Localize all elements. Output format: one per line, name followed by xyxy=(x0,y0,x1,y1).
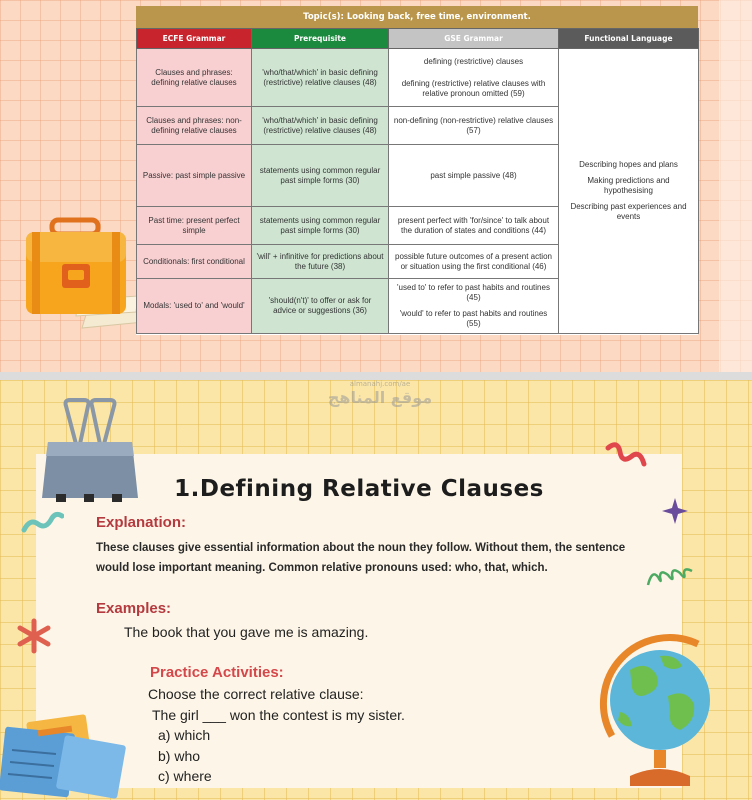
functional-item: Describing past experiences and events xyxy=(570,202,687,221)
squiggle-icon xyxy=(604,442,648,472)
gse-cell: non-defining (non-restrictive) relative clauses (57) xyxy=(389,107,559,145)
globe-icon xyxy=(590,626,730,796)
practice-instruction: Choose the correct relative clause: xyxy=(148,686,364,702)
grammar-table xyxy=(136,28,699,334)
practice-heading: Practice Activities: xyxy=(150,664,284,681)
col-header-functional: Functional Language xyxy=(559,29,699,49)
slide-divider xyxy=(0,372,752,380)
answer-option: a) which xyxy=(158,727,211,743)
explanation-heading: Explanation: xyxy=(96,514,187,531)
prereq-cell: 'will' + infinitive for predictions about the future (38) xyxy=(252,245,389,279)
ecfe-cell: Clauses and phrases: defining relative clauses xyxy=(137,49,252,107)
watermark-text: موقع المناهج xyxy=(327,388,433,407)
gse-cell: possible future outcomes of a present action or situation using the first conditional (46) xyxy=(389,245,559,279)
prereq-cell: 'should(n't)' to offer or ask for advice or suggestions (36) xyxy=(252,279,389,334)
gse-cell: past simple passive (48) xyxy=(389,145,559,207)
curriculum-slide xyxy=(0,0,752,372)
lesson-title: 1.Defining Relative Clauses xyxy=(174,476,544,502)
col-header-prerequisite: Prerequisite xyxy=(252,29,389,49)
prereq-cell: 'who/that/which' in basic defining (restrictive) relative clauses (48) xyxy=(252,49,389,107)
watermark-url: almanahj.com/ae xyxy=(349,380,411,388)
ecfe-cell: Past time: present perfect simple xyxy=(137,207,252,245)
example-sentence: The book that you gave me is amazing. xyxy=(124,624,369,640)
curriculum-table xyxy=(136,6,698,335)
gse-cell: present perfect with 'for/since' to talk about the duration of states and conditions (44) xyxy=(389,207,559,245)
prereq-cell: statements using common regular past simple forms (30) xyxy=(252,145,389,207)
examples-heading: Examples: xyxy=(96,600,172,617)
gse-cell xyxy=(389,279,559,334)
table-header-row xyxy=(137,29,699,49)
col-header-ecfe: ECFE Grammar xyxy=(137,29,252,49)
asterisk-icon xyxy=(16,618,52,654)
gse-item: defining (restrictive) clauses xyxy=(423,56,524,66)
ecfe-cell: Conditionals: first conditional xyxy=(137,245,252,279)
functional-language-cell xyxy=(559,49,699,334)
practice-question: The girl ___ won the contest is my sister. xyxy=(152,707,405,723)
squiggle-icon xyxy=(20,510,64,536)
gse-item: 'used to' to refer to past habits and routines (45) xyxy=(397,283,550,302)
ecfe-cell: Passive: past simple passive xyxy=(137,145,252,207)
answer-option: b) who xyxy=(158,748,201,764)
lesson-slide xyxy=(0,380,752,800)
topic-bar: Topic(s): Looking back, free time, environment. xyxy=(136,6,698,28)
answer-option: c) where xyxy=(158,768,212,784)
gse-item: 'would' to refer to past habits and routines (55) xyxy=(399,309,548,328)
functional-item: Making predictions and hypothesising xyxy=(587,176,670,195)
col-header-gse: GSE Grammar xyxy=(389,29,559,49)
explanation-text: These clauses give essential information about the noun they follow. Without them, the sentence would lose important meaning. Common relative pronouns used: who, that, which. xyxy=(96,542,626,575)
notebooks-icon xyxy=(0,700,140,800)
table-row xyxy=(137,49,699,107)
briefcase-icon xyxy=(18,212,148,332)
prereq-cell: statements using common regular past simple forms (30) xyxy=(252,207,389,245)
binder-clip-icon xyxy=(40,398,140,508)
functional-item: Describing hopes and plans xyxy=(579,160,678,169)
coil-icon xyxy=(646,565,696,591)
prereq-cell: 'who/that/which' in basic defining (restrictive) relative clauses (48) xyxy=(252,107,389,145)
gse-cell xyxy=(389,49,559,107)
watermark xyxy=(310,380,450,426)
ecfe-cell: Modals: 'used to' and 'would' xyxy=(137,279,252,334)
slide-edge xyxy=(719,0,752,372)
gse-item: defining (restrictive) relative clauses with relative pronoun omitted (59) xyxy=(401,78,546,98)
sparkle-icon xyxy=(662,498,688,524)
ecfe-cell: Clauses and phrases: non-defining relative clauses xyxy=(137,107,252,145)
